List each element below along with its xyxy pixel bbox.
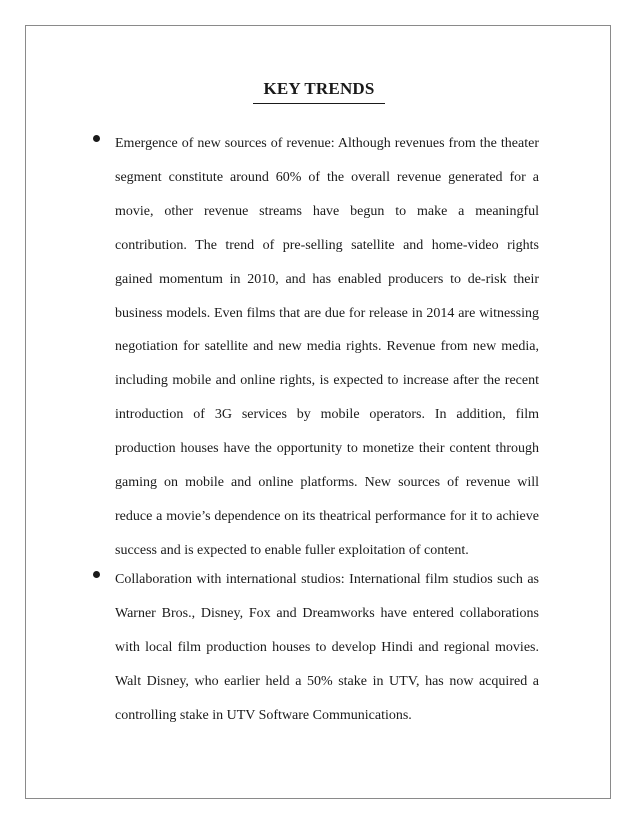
- page-title-text: KEY TRENDS: [253, 79, 384, 104]
- bullet-dot-icon: [93, 571, 100, 578]
- bullet-item-collaboration: [115, 563, 539, 733]
- bullet-item-new-revenue: [115, 127, 539, 568]
- bullet-text: Collaboration with international studios: International film studios such as Warner Bros., Disney, Fox and Dreamworks have entered collaborations with local film production houses to develop Hindi and regional movies. Walt Disney, who earlier held a 50% stake in UTV, has now acquired a controlling stake in UTV Software Communications.: [115, 572, 539, 723]
- page-title: [0, 79, 638, 104]
- bullet-dot-icon: [93, 135, 100, 142]
- bullet-text: Emergence of new sources of revenue: Although revenues from the theater segment constitute around 60% of the overall revenue generated for a movie, other revenue streams have begun to make a meaningful contribution. The trend of pre-selling satellite and home-video rights gained momentum in 2010, and has enabled producers to de-risk their business models. Even films that are due for release in 2014 are witnessing negotiation for satellite and new media rights. Revenue from new media, including mobile and online rights, is expected to increase after the recent introduction of 3G services by mobile operators. In addition, film production houses have the opportunity to monetize their content through gaming on mobile and online platforms. New sources of revenue will reduce a movie’s dependence on its theatrical performance for it to achieve success and is expected to enable fuller exploitation of content.: [115, 136, 539, 558]
